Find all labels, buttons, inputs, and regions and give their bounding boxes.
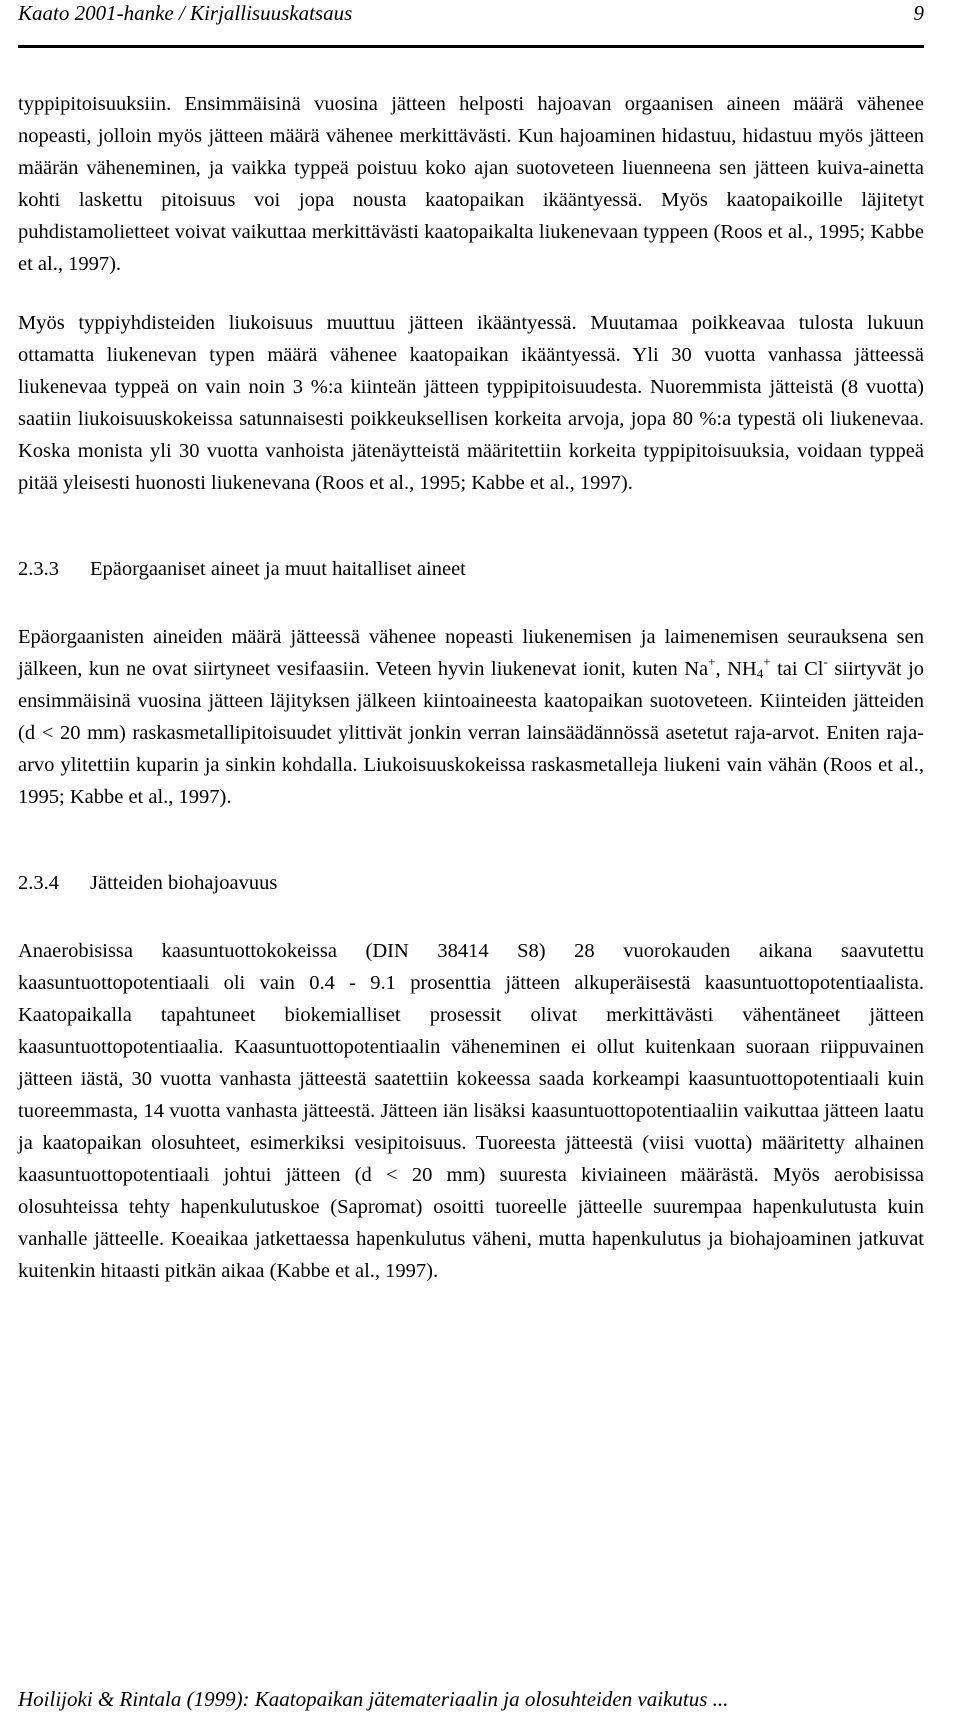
page-footer: Hoilijoki & Rintala (1999): Kaatopaikan jätemateriaalin ja olosuhteiden vaikutus ... bbox=[18, 1687, 729, 1711]
section-number: 2.3.3 bbox=[18, 558, 59, 580]
paragraph-nitrogen-content: typpipitoisuuksiin. Ensimmäisinä vuosina jätteen helposti hajoavan orgaanisen aineen määrä vähenee nopeasti, jolloin myös jätteen määrä vähenee merkittävästi. Kun hajoaminen hidastuu, hidastuu myös jätteen määrän väheneminen, ja vaikka typpeä poistuu koko ajan suotoveteen liuenneena sen jätteen kuiva-ainetta kohti laskettu pitoisuus voi jopa nousta kaatopaikan ikääntyessä. Myös kaatopaikoille läjitetyt puhdistamolietteet voivat vaikuttaa merkittävästi kaatopaikalta liukenevaan typpeen (Roos et al., 1995; Kabbe et al., 1997). bbox=[18, 93, 924, 275]
section-title: Epäorgaaniset aineet ja muut haitalliset aineet bbox=[90, 558, 466, 580]
page-header bbox=[18, 0, 924, 34]
section-number: 2.3.4 bbox=[18, 872, 59, 894]
header-title: Kaato 2001-hanke / Kirjallisuuskatsaus bbox=[18, 1, 353, 25]
section-heading-biodegradability bbox=[18, 867, 924, 899]
section-title: Jätteiden biohajoavuus bbox=[90, 872, 278, 894]
page-number: 9 bbox=[913, 1, 924, 25]
paragraph-biodegradability: Anaerobisissa kaasuntuottokokeissa (DIN 38414 S8) 28 vuorokauden aikana saavutettu kaasuntuottopotentiaali oli vain 0.4 - 9.1 prosenttia jätteen alkuperäisestä kaasuntuottopotentiaalista. Kaatopaikalla tapahtuneet biokemialliset prosessit olivat merkittävästi vähentäneet jätteen kaasuntuottopotentiaalia. Kaasuntuottopotentiaalin väheneminen ei ollut kuitenkaan suoraan riippuvainen jätteen iästä, 30 vuotta vanhasta jätteestä saatettiin kokeessa saada korkeampi kaasuntuottopotentiaali kuin tuoreemmasta, 14 vuotta vanhasta jätteestä. Jätteen iän lisäksi kaasuntuottopotentiaaliin vaikuttaa jätteen laatu ja kaatopaikan olosuhteet, esimerkiksi vesipitoisuus. Tuoreesta jätteestä (viisi vuotta) määritetty alhainen kaasuntuottopotentiaali johtui jätteen (d < 20 mm) suuresta kiviaineen määrästä. Myös aerobisissa olosuhteissa tehty hapenkulutuskoe (Sapromat) osoitti tuoreelle jätteelle suurempaa hapenkulutusta kuin vanhalle jätteelle. Koeaikaa jatkettaessa hapenkulutus väheni, mutta hapenkulutus ja biohajoaminen jatkuvat kuitenkin hitaasti pitkän aikaa (Kabbe et al., 1997). bbox=[18, 940, 924, 1282]
document-body bbox=[18, 88, 924, 1287]
header-divider bbox=[18, 45, 924, 48]
paragraph-inorganic-substances: Epäorgaanisten aineiden määrä jätteessä vähenee nopeasti liukenemisen ja laimenemisen seurauksena sen jälkeen, kun ne ovat siirtyneet vesifaasiin. Veteen hyvin liukenevat ionit, kuten Na+, $NH_4^+$ tai Cl- siirtyvät jo ensimmäisinä vuosina jätteen läjityksen jälkeen kiintoaineesta kaatopaikan suotoveteen. Kiinteiden jätteiden (d < 20 mm) raskasmetallipitoisuudet ylittivät jonkin verran lainsäädännössä asetetut raja-arvot. Eniten raja-arvo ylitettiin kuparin ja sinkin kohdalla. Liukoisuuskokeissa raskasmetalleja liukeni vain vähän (Roos et al., 1995; Kabbe et al., 1997). bbox=[18, 626, 925, 808]
section-heading-inorganic bbox=[18, 553, 924, 585]
paragraph-nitrogen-solubility: Myös typpiyhdisteiden liukoisuus muuttuu jätteen ikääntyessä. Muutamaa poikkeavaa tulosta lukuun ottamatta liukenevan typen määrä vähenee kaatopaikan ikääntyessä. Yli 30 vuotta vanhassa jätteessä liukenevaa typpeä on vain noin 3 %:a kiinteän jätteen typpipitoisuudesta. Nuoremmista jätteistä (8 vuotta) saatiin liukoisuuskokeissa satunnaisesti poikkeuksellisen korkeita arvoja, jopa 80 %:a typestä oli liukenevaa. Koska monista yli 30 vuotta vanhoista jätenäytteistä määritettiin korkeita typpipitoisuuksia, voidaan typpeä pitää yleisesti huonosti liukenevana (Roos et al., 1995; Kabbe et al., 1997). bbox=[18, 312, 924, 494]
